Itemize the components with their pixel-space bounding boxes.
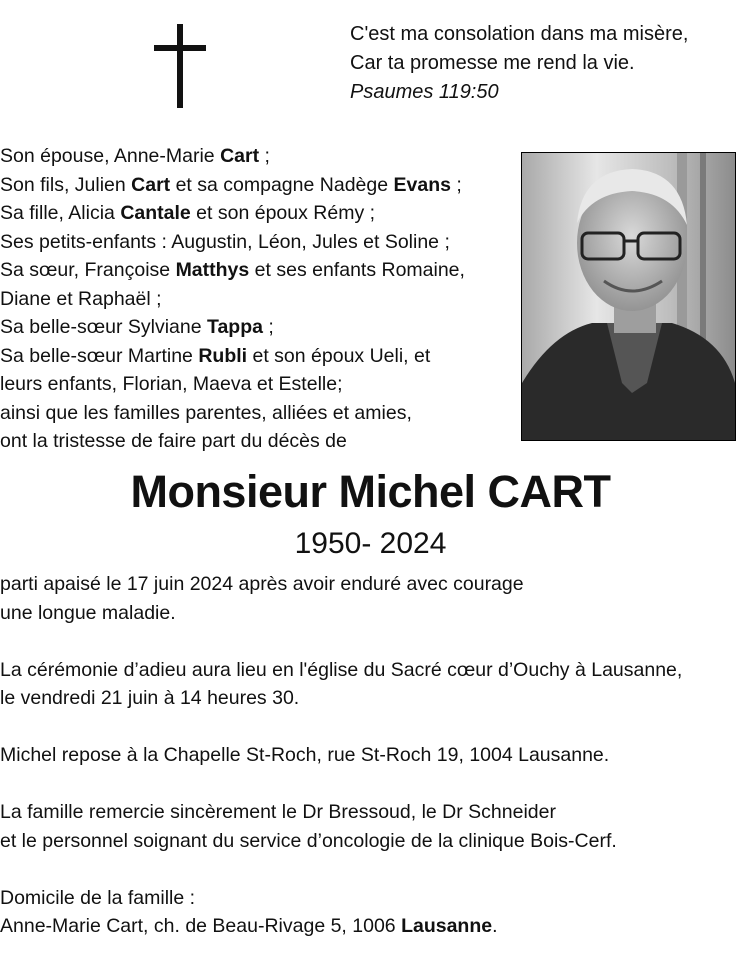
text-line: parti apaisé le 17 juin 2024 après avoir enduré avec courage: [0, 573, 524, 595]
family-text: Sa belle-sœur Sylviane: [0, 316, 207, 338]
deceased-name: Monsieur Michel CART: [130, 466, 611, 517]
verse-line: C'est ma consolation dans ma misère,: [350, 23, 689, 45]
family-line: [0, 285, 465, 314]
family-surname: Cantale: [120, 202, 191, 224]
address-suffix: .: [492, 915, 498, 937]
family-line: [0, 228, 465, 257]
family-text: Sa belle-sœur Martine: [0, 344, 199, 367]
notice-body: [0, 570, 682, 969]
rest-paragraph: [0, 741, 682, 770]
family-text: leurs enfants, Florian, Maeva et Estelle;: [0, 373, 343, 395]
address-label: Domicile de la famille :: [0, 886, 196, 909]
family-line: [0, 313, 465, 342]
family-line: [0, 342, 465, 371]
family-text: et sa compagne Nadège: [170, 173, 394, 196]
ceremony-paragraph: [0, 656, 682, 713]
text-line: et le personnel soignant du service d’oncologie de la clinique Bois-Cerf.: [0, 829, 617, 852]
family-surname: Tappa: [207, 316, 263, 338]
family-line: [0, 427, 465, 456]
text-line: une longue maladie.: [0, 601, 176, 624]
passing-paragraph: [0, 570, 682, 627]
family-text: ;: [450, 173, 462, 196]
family-text: Diane et Raphaël ;: [0, 287, 162, 310]
family-text: ont la tristesse de faire part du décès de: [0, 430, 347, 452]
verse-reference: Psaumes 119:50: [350, 81, 499, 103]
family-line: [0, 399, 465, 428]
family-text: Son épouse, Anne-Marie: [0, 145, 221, 167]
text-line: La cérémonie d’adieu aura lieu en l'église du Sacré cœur d’Ouchy à Lausanne,: [0, 658, 683, 681]
family-text: Son fils, Julien: [0, 173, 132, 196]
family-text: et son époux Rémy ;: [190, 202, 376, 224]
family-surname: Matthys: [175, 259, 250, 281]
family-line: [0, 256, 465, 285]
text-line: le vendredi 21 juin à 14 heures 30.: [0, 687, 300, 709]
address-paragraph: [0, 884, 682, 941]
family-list: [0, 142, 465, 456]
family-text: ;: [259, 145, 270, 167]
cross-icon: [154, 24, 206, 108]
family-text: Sa fille, Alicia: [0, 202, 121, 224]
address-text: Anne-Marie Cart, ch. de Beau-Rivage 5, 1006: [0, 915, 402, 937]
family-surname: Evans: [393, 173, 451, 196]
family-text: Sa sœur, Françoise: [0, 259, 176, 281]
family-text: ;: [262, 316, 274, 338]
family-text: et son époux Ueli, et: [247, 344, 431, 367]
text-line: La famille remercie sincèrement le Dr Bressoud, le Dr Schneider: [0, 801, 556, 823]
family-surname: Cart: [131, 173, 171, 196]
life-years: 1950- 2024: [294, 527, 447, 560]
family-text: et ses enfants Romaine,: [249, 259, 465, 281]
verse-line: Car ta promesse me rend la vie.: [350, 52, 635, 74]
family-line: [0, 370, 465, 399]
portrait-photo: [521, 152, 736, 441]
family-surname: Cart: [220, 145, 260, 167]
address-city: Lausanne: [401, 915, 493, 937]
family-surname: Rubli: [198, 344, 248, 367]
thanks-paragraph: [0, 798, 682, 855]
family-line: [0, 199, 465, 228]
family-line: [0, 171, 465, 200]
text-line: Michel repose à la Chapelle St-Roch, rue St-Roch 19, 1004 Lausanne.: [0, 744, 610, 766]
family-text: ainsi que les familles parentes, alliées et amies,: [0, 401, 412, 424]
family-line: [0, 142, 465, 171]
bible-verse: [350, 20, 688, 107]
family-text: Ses petits-enfants : Augustin, Léon, Jules et Soline ;: [0, 230, 450, 253]
